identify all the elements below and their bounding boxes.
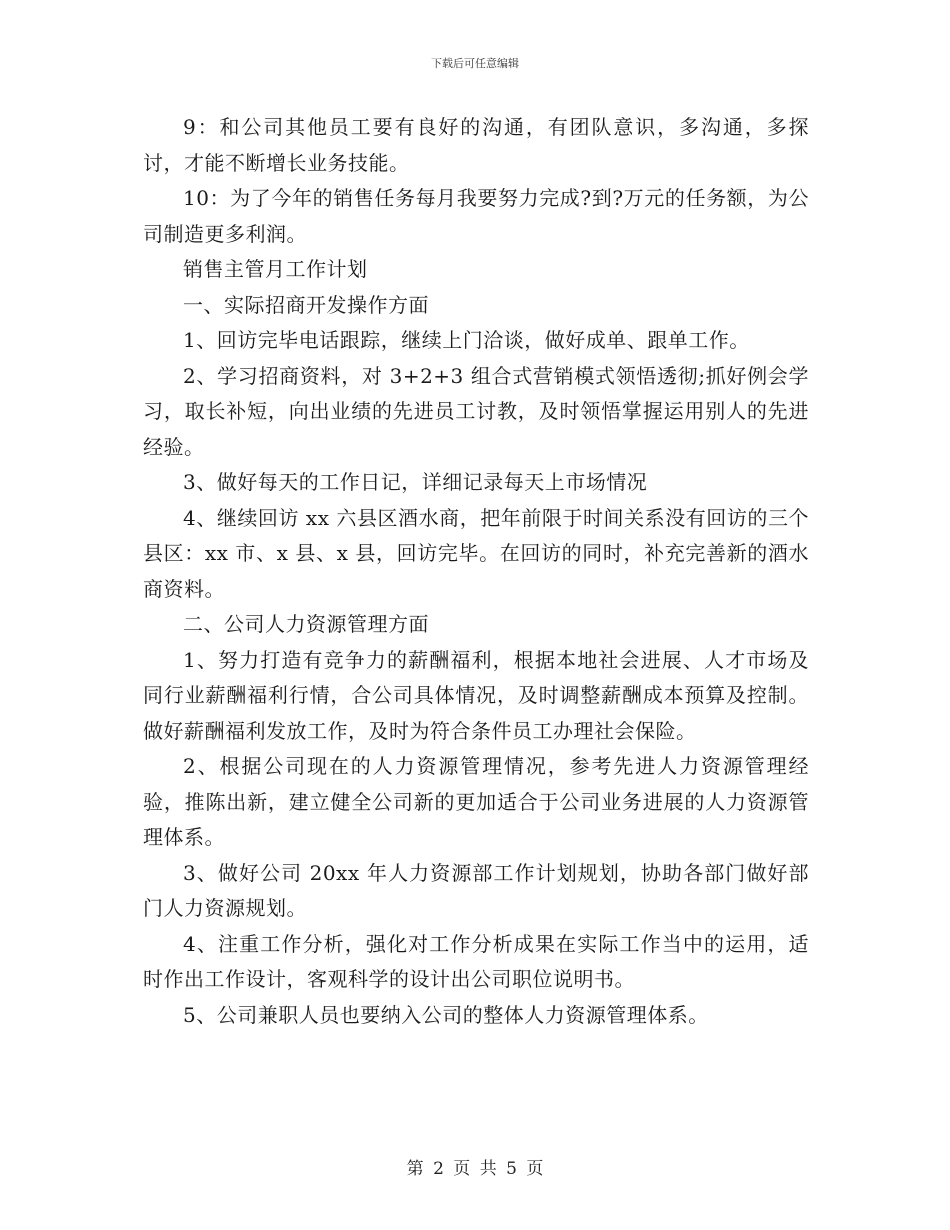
paragraph-2-1: 1、努力打造有竞争力的薪酬福利，根据本地社会进展、人才市场及同行业薪酬福利行情，合公司具体情况，及时调整薪酬成本预算及控制。做好薪酬福利发放工作，及时为符合条件员工办理社会保险。	[143, 647, 809, 743]
paragraph-1-2: 2、学习招商资料，对 3+2+3 组合式营销模式领悟透彻;抓好例会学习，取长补短，向出业绩的先进员工讨教，及时领悟掌握运用别人的先进经验。	[143, 363, 809, 459]
section-heading-1: 一、实际招商开发操作方面	[183, 292, 429, 317]
paragraph-1-3: 3、做好每天的工作日记，详细记录每天上市场情况	[183, 470, 648, 494]
paragraph-2-4: 4、注重工作分析，强化对工作分析成果在实际工作当中的运用，适时作出工作设计，客观科学的设计出公司职位说明书。	[143, 931, 809, 991]
document-body	[143, 110, 809, 1033]
paragraph-2-2: 2、根据公司现在的人力资源管理情况，参考先进人力资源管理经验，推陈出新，建立健全公司新的更加适合于公司业务进展的人力资源管理体系。	[143, 754, 809, 849]
page-number: 第 2 页 共 5 页	[406, 1159, 544, 1179]
paragraph-2-5: 5、公司兼职人员也要纳入公司的整体人力资源管理体系。	[183, 1002, 709, 1027]
section-title: 销售主管月工作计划	[183, 257, 368, 281]
paragraph-1-4: 4、继续回访 xx 六县区酒水商，把年前限于时间关系没有回访的三个县区：xx 市、x 县、x 县，回访完毕。在回访的同时，补充完善新的酒水商资料。	[143, 505, 809, 601]
section-heading-2: 二、公司人力资源管理方面	[183, 612, 429, 636]
paragraph-2-3: 3、做好公司 20xx 年人力资源部工作计划规划，协助各部门做好部门人力资源规划。	[143, 860, 809, 920]
paragraph-1-1: 1、回访完毕电话跟踪，继续上门洽谈，做好成单、跟单工作。	[183, 328, 750, 352]
paragraph-item-10: 10：为了今年的销售任务每月我要努力完成?到?万元的任务额，为公司制造更多利润。	[143, 186, 809, 246]
paragraph-item-9: 9：和公司其他员工要有良好的沟通，有团队意识，多沟通，多探讨，才能不断增长业务技能。	[143, 115, 809, 175]
page-header: 下载后可任意编辑	[431, 57, 519, 70]
